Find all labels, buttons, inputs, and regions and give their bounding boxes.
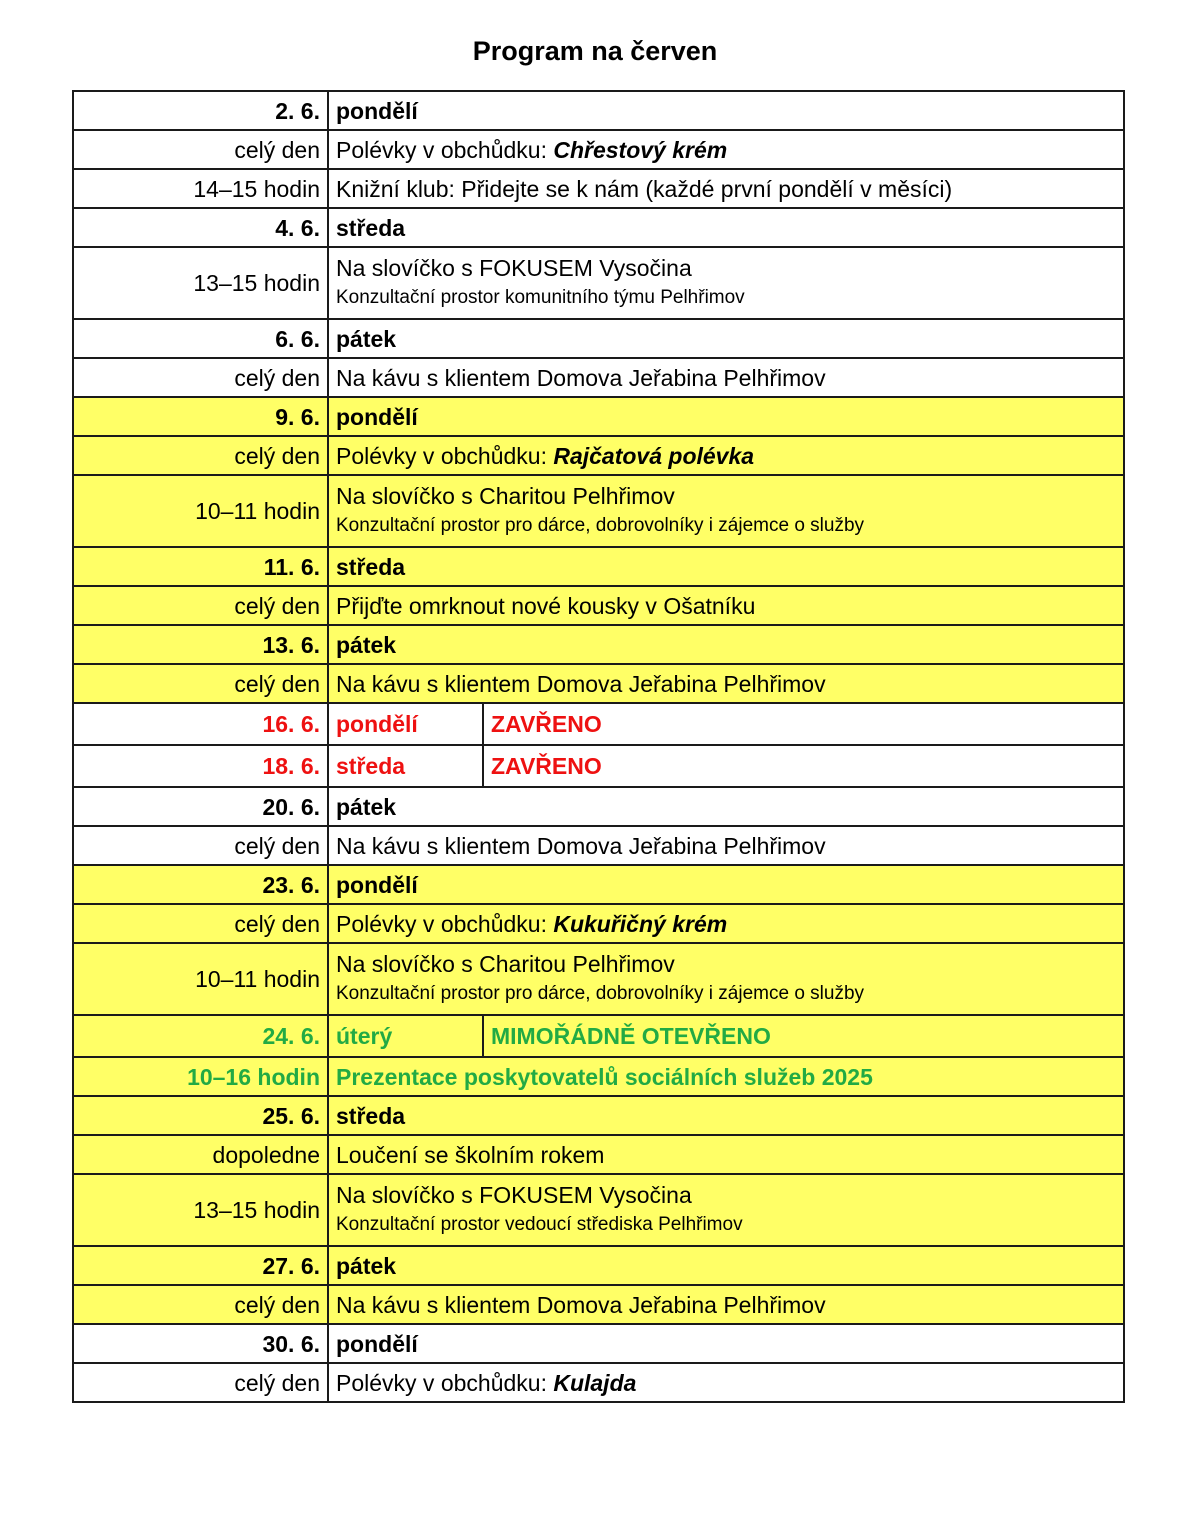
- row-time: 30. 6.: [73, 1324, 328, 1363]
- row-time: 20. 6.: [73, 787, 328, 826]
- event-row: [73, 943, 1124, 1015]
- row-event: [328, 664, 1124, 703]
- soup-name: Kulajda: [553, 1369, 637, 1396]
- row-time: celý den: [73, 826, 328, 865]
- row-event: [328, 169, 1124, 208]
- row-event: [328, 1174, 1124, 1246]
- row-weekday: pondělí: [328, 91, 1124, 130]
- row-weekday: pátek: [328, 319, 1124, 358]
- row-time: 16. 6.: [73, 703, 328, 745]
- row-time: celý den: [73, 358, 328, 397]
- date-row: [73, 91, 1124, 130]
- event-title: Loučení se školním rokem: [336, 1141, 605, 1168]
- event-title: Na slovíčko s Charitou Pelhřimov: [336, 483, 675, 509]
- event-subtitle: Konzultační prostor vedoucí střediska Pelhřimov: [336, 1214, 743, 1235]
- row-time: 6. 6.: [73, 319, 328, 358]
- closed-row: [73, 745, 1124, 787]
- row-event: [328, 358, 1124, 397]
- row-event: [328, 943, 1124, 1015]
- event-row: [73, 664, 1124, 703]
- row-time: 13–15 hodin: [73, 247, 328, 319]
- date-row: [73, 397, 1124, 436]
- row-weekday: pátek: [328, 1246, 1124, 1285]
- special-open-status: MIMOŘÁDNĚ OTEVŘENO: [483, 1015, 1124, 1057]
- event-title: Polévky v obchůdku:: [336, 910, 554, 937]
- event-title: Na slovíčko s FOKUSEM Vysočina: [336, 1182, 692, 1208]
- closed-status: ZAVŘENO: [483, 703, 1124, 745]
- date-row: [73, 547, 1124, 586]
- row-time: celý den: [73, 436, 328, 475]
- date-row: [73, 1324, 1124, 1363]
- row-event: [328, 1285, 1124, 1324]
- row-time: celý den: [73, 1285, 328, 1324]
- row-time: celý den: [73, 586, 328, 625]
- row-weekday: pátek: [328, 625, 1124, 664]
- row-time: 13–15 hodin: [73, 1174, 328, 1246]
- row-weekday: pondělí: [328, 1324, 1124, 1363]
- row-weekday: pátek: [328, 787, 1124, 826]
- row-weekday: středa: [328, 547, 1124, 586]
- row-time: 10–11 hodin: [73, 475, 328, 547]
- event-row: [73, 169, 1124, 208]
- row-weekday: pondělí: [328, 397, 1124, 436]
- special-open-row: [73, 1015, 1124, 1057]
- schedule-body: [73, 91, 1124, 1402]
- date-row: [73, 625, 1124, 664]
- row-weekday: pondělí: [328, 703, 483, 745]
- event-title: Na kávu s klientem Domova Jeřabina Pelhřimov: [336, 832, 826, 859]
- event-title: Prezentace poskytovatelů sociálních služeb 2025: [336, 1063, 873, 1090]
- event-row: [73, 436, 1124, 475]
- row-time: dopoledne: [73, 1135, 328, 1174]
- row-weekday: středa: [328, 1096, 1124, 1135]
- event-row: [73, 904, 1124, 943]
- row-time: 14–15 hodin: [73, 169, 328, 208]
- row-weekday: pondělí: [328, 865, 1124, 904]
- row-event: [328, 1057, 1124, 1096]
- date-row: [73, 787, 1124, 826]
- row-time: 27. 6.: [73, 1246, 328, 1285]
- event-title: Na kávu s klientem Domova Jeřabina Pelhřimov: [336, 670, 826, 697]
- row-weekday: středa: [328, 208, 1124, 247]
- row-time: 4. 6.: [73, 208, 328, 247]
- row-event: [328, 247, 1124, 319]
- row-time: celý den: [73, 664, 328, 703]
- date-row: [73, 865, 1124, 904]
- row-time: 23. 6.: [73, 865, 328, 904]
- event-subtitle: Konzultační prostor komunitního týmu Pelhřimov: [336, 287, 745, 308]
- event-title: Přijďte omrknout nové kousky v Ošatníku: [336, 592, 756, 619]
- event-title: Na slovíčko s FOKUSEM Vysočina: [336, 255, 692, 281]
- row-time: 9. 6.: [73, 397, 328, 436]
- row-time: 10–11 hodin: [73, 943, 328, 1015]
- event-title: Knižní klub: Přidejte se k nám (každé první pondělí v měsíci): [336, 175, 953, 202]
- row-time: 24. 6.: [73, 1015, 328, 1057]
- row-event: [328, 1135, 1124, 1174]
- event-title: Na slovíčko s Charitou Pelhřimov: [336, 951, 675, 977]
- soup-name: Rajčatová polévka: [553, 442, 755, 469]
- event-row: [73, 826, 1124, 865]
- event-title: Na kávu s klientem Domova Jeřabina Pelhřimov: [336, 1291, 826, 1318]
- row-time: celý den: [73, 1363, 328, 1402]
- soup-name: Chřestový krém: [553, 136, 728, 163]
- schedule-table: [72, 90, 1125, 1403]
- date-row: [73, 208, 1124, 247]
- row-event: [328, 1363, 1124, 1402]
- event-title: Na kávu s klientem Domova Jeřabina Pelhřimov: [336, 364, 826, 391]
- event-subtitle: Konzultační prostor pro dárce, dobrovolníky i zájemce o služby: [336, 515, 865, 536]
- special-event-row: [73, 1057, 1124, 1096]
- date-row: [73, 1096, 1124, 1135]
- page-title: Program na červen: [472, 36, 718, 66]
- event-row: [73, 586, 1124, 625]
- row-time: 2. 6.: [73, 91, 328, 130]
- event-row: [73, 358, 1124, 397]
- row-time: 18. 6.: [73, 745, 328, 787]
- row-weekday: úterý: [328, 1015, 483, 1057]
- event-row: [73, 247, 1124, 319]
- soup-name: Kukuřičný krém: [553, 910, 728, 937]
- closed-status: ZAVŘENO: [483, 745, 1124, 787]
- event-title: Polévky v obchůdku:: [336, 1369, 554, 1396]
- row-weekday: středa: [328, 745, 483, 787]
- event-title: Polévky v obchůdku:: [336, 442, 554, 469]
- row-time: 10–16 hodin: [73, 1057, 328, 1096]
- row-event: [328, 130, 1124, 169]
- date-row: [73, 319, 1124, 358]
- row-time: celý den: [73, 904, 328, 943]
- event-row: [73, 475, 1124, 547]
- event-title: Polévky v obchůdku:: [336, 136, 554, 163]
- row-time: 25. 6.: [73, 1096, 328, 1135]
- event-row: [73, 1363, 1124, 1402]
- row-event: [328, 436, 1124, 475]
- row-time: 13. 6.: [73, 625, 328, 664]
- row-time: 11. 6.: [73, 547, 328, 586]
- event-subtitle: Konzultační prostor pro dárce, dobrovolníky i zájemce o služby: [336, 983, 865, 1004]
- row-event: [328, 475, 1124, 547]
- closed-row: [73, 703, 1124, 745]
- date-row: [73, 1246, 1124, 1285]
- row-time: celý den: [73, 130, 328, 169]
- row-event: [328, 904, 1124, 943]
- event-row: [73, 1174, 1124, 1246]
- row-event: [328, 826, 1124, 865]
- event-row: [73, 1285, 1124, 1324]
- event-row: [73, 1135, 1124, 1174]
- row-event: [328, 586, 1124, 625]
- event-row: [73, 130, 1124, 169]
